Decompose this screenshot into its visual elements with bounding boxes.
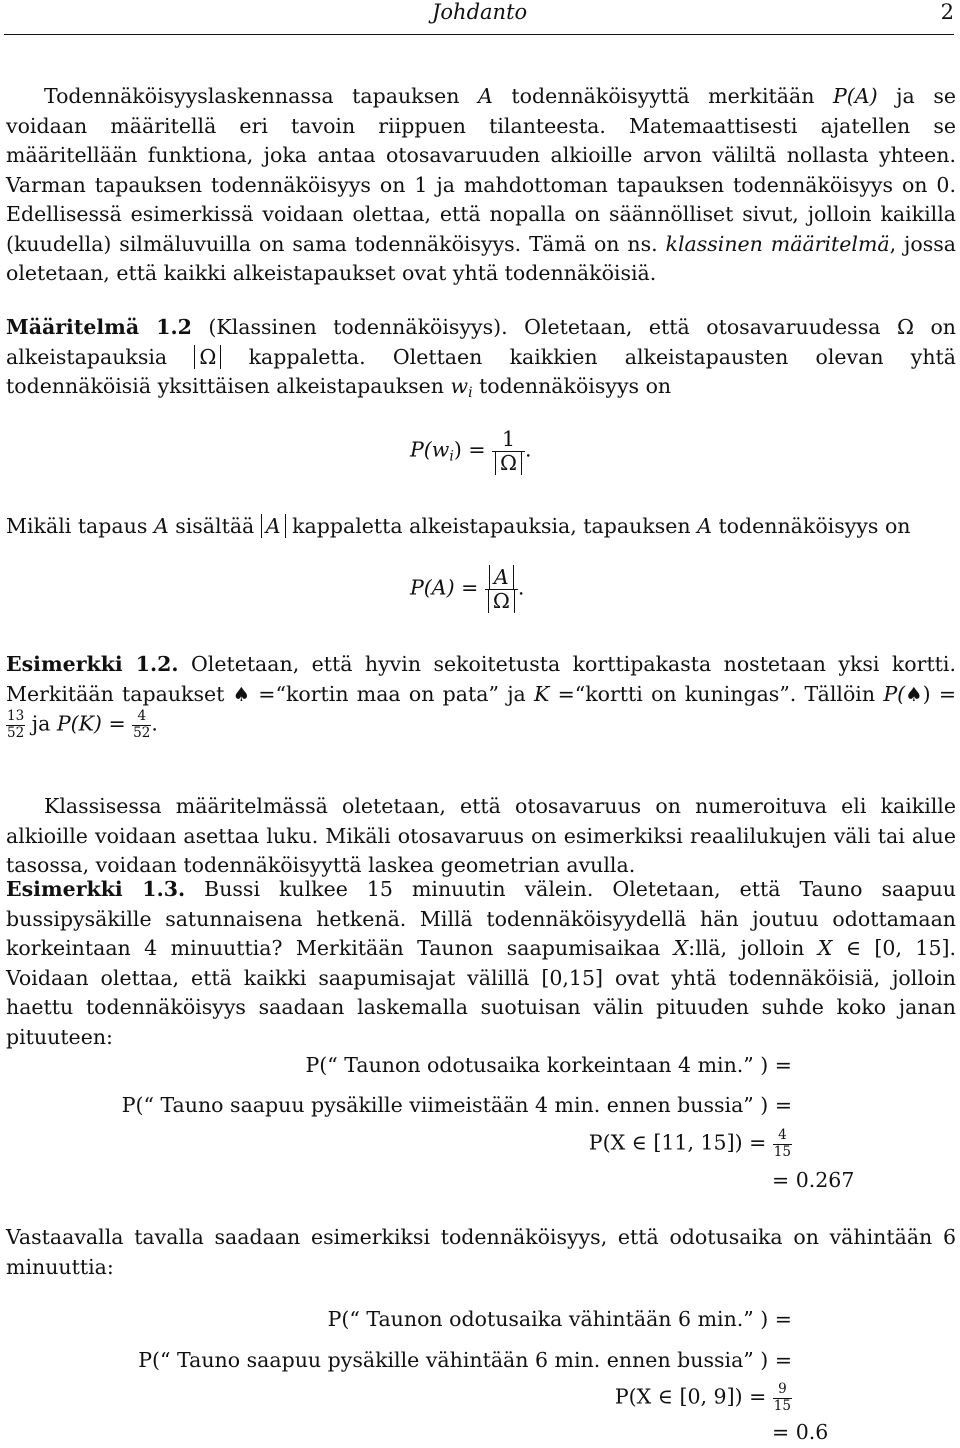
eq-row: P(“ Taunon odotusaika vähintään 6 min.” ) =	[327, 1307, 792, 1331]
vähintään-paragraph: Vastaavalla tavalla saadaan esimerkiksi todennäköisyys, että odotusaika on vähintään 6 minuuttia:	[6, 1225, 956, 1279]
page-header	[0, 0, 960, 28]
definition-label: Määritelmä 1.2	[6, 315, 192, 339]
intro-paragraph: Todennäköisyyslaskennassa tapauksen A todennäköisyyttä merkitään P(A) ja se voidaan määritellä eri tavoin riippuen tilanteesta. Matemaattisesti ajatellen se määritellään funktiona, joka antaa otosavaruuden alkioille arvon väliltä nollasta yhteen. Varman tapauksen todennäköisyys on 1 ja mahdottoman tapauksen todennäköisyys on 0. Edellisessä esimerkissä voidaan olettaa, että nopalla on säännölliset sivut, jolloin kaikilla (kuudella) silmäluvuilla on sama todennäköisyys. Tämä on ns. klassinen määritelmä, jossa oletetaan, että kaikki alkeistapaukset ovat yhtä todennäköisiä.	[6, 84, 956, 285]
example-1-2: Esimerkki 1.2. Oletetaan, että hyvin sekoitetusta korttipakasta nostetaan yksi kortti. Merkitään tapaukset ♠ =“kortin maa on pata” ja K =“kortti on kuningas”. Tällöin P(♠) = $\frac{13}{52}$ ja P(K) = $\frac{4}{52}$ .	[6, 652, 956, 741]
event-probability-paragraph: Mikäli tapaus A sisältää A kappaletta alkeistapauksia, tapauksen A todennäköisyys on	[6, 514, 911, 538]
example-1-3: Esimerkki 1.3. Bussi kulkee 15 minuutin välein. Oletetaan, että Tauno saapuu bussipysäkille satunnaisena hetkenä. Millä todennäköisyydellä hän joutuu odottamaan korkeintaan 4 minuuttia? Merkitään Taunon saapumisaikaa X:llä, jolloin X ∈ [0, 15]. Voidaan olettaa, että kaikki saapumisajat välillä [0,15] ovat yhtä todennäköisiä, jolloin haettu todennäköisyys saadaan laskemalla suotuisan välin pituuden suhde koko janan pituuteen:	[6, 877, 956, 1049]
spade-icon: ♠	[905, 682, 923, 706]
chapter-title: Johdanto	[432, 0, 528, 24]
eq-row: P(“ Tauno saapuu pysäkille vähintään 6 min. ennen bussia” ) =	[138, 1348, 792, 1372]
eq-row: P(X ∈ [11, 15]) = $\frac{4}{15}$	[588, 1127, 791, 1160]
definition-1-2: Määritelmä 1.2 (Klassinen todennäköisyys). Oletetaan, että otosavaruudessa Ω on alkeistapauksia Ω kappaletta. Olettaen kaikkien alkeistapausten olevan yhtä todennäköisiä yksittäisen alkeistapauksen $w_i$ todennäköisyys on	[6, 315, 956, 402]
eq-row: P(“ Tauno saapuu pysäkille viimeistään 4 min. ennen bussia” ) =	[121, 1093, 792, 1117]
header-rule	[4, 34, 954, 35]
example-label: Esimerkki 1.2.	[6, 652, 179, 676]
geometric-probability-paragraph: Klassisessa määritelmässä oletetaan, että otosavaruus on numeroituva eli kaikille alkioille voidaan asettaa luku. Mikäli otosavaruus on esimerkiksi reaalilukujen väli tai alue tasossa, voidaan todennäköisyyttä laskea geometrian avulla.	[6, 794, 956, 877]
emphasis-classical-definition: klassinen määritelmä	[665, 231, 890, 256]
spade-icon: ♠	[232, 682, 251, 706]
eq-row: P(X ∈ [0, 9]) = $\frac{9}{15}$	[614, 1381, 791, 1414]
eq-result: = 0.6	[772, 1420, 829, 1444]
example-label: Esimerkki 1.3.	[6, 877, 186, 901]
eq-result: = 0.267	[772, 1168, 855, 1192]
eq-row: P(“ Taunon odotusaika korkeintaan 4 min.” ) =	[305, 1053, 792, 1077]
equation-single-outcome: $P(w_i)$ = $\frac{1}{\Omega}$ .	[410, 427, 532, 475]
equation-event-probability: P(A) = $\frac{A}{\Omega}$ .	[410, 565, 525, 613]
page-number: 2	[940, 0, 954, 24]
